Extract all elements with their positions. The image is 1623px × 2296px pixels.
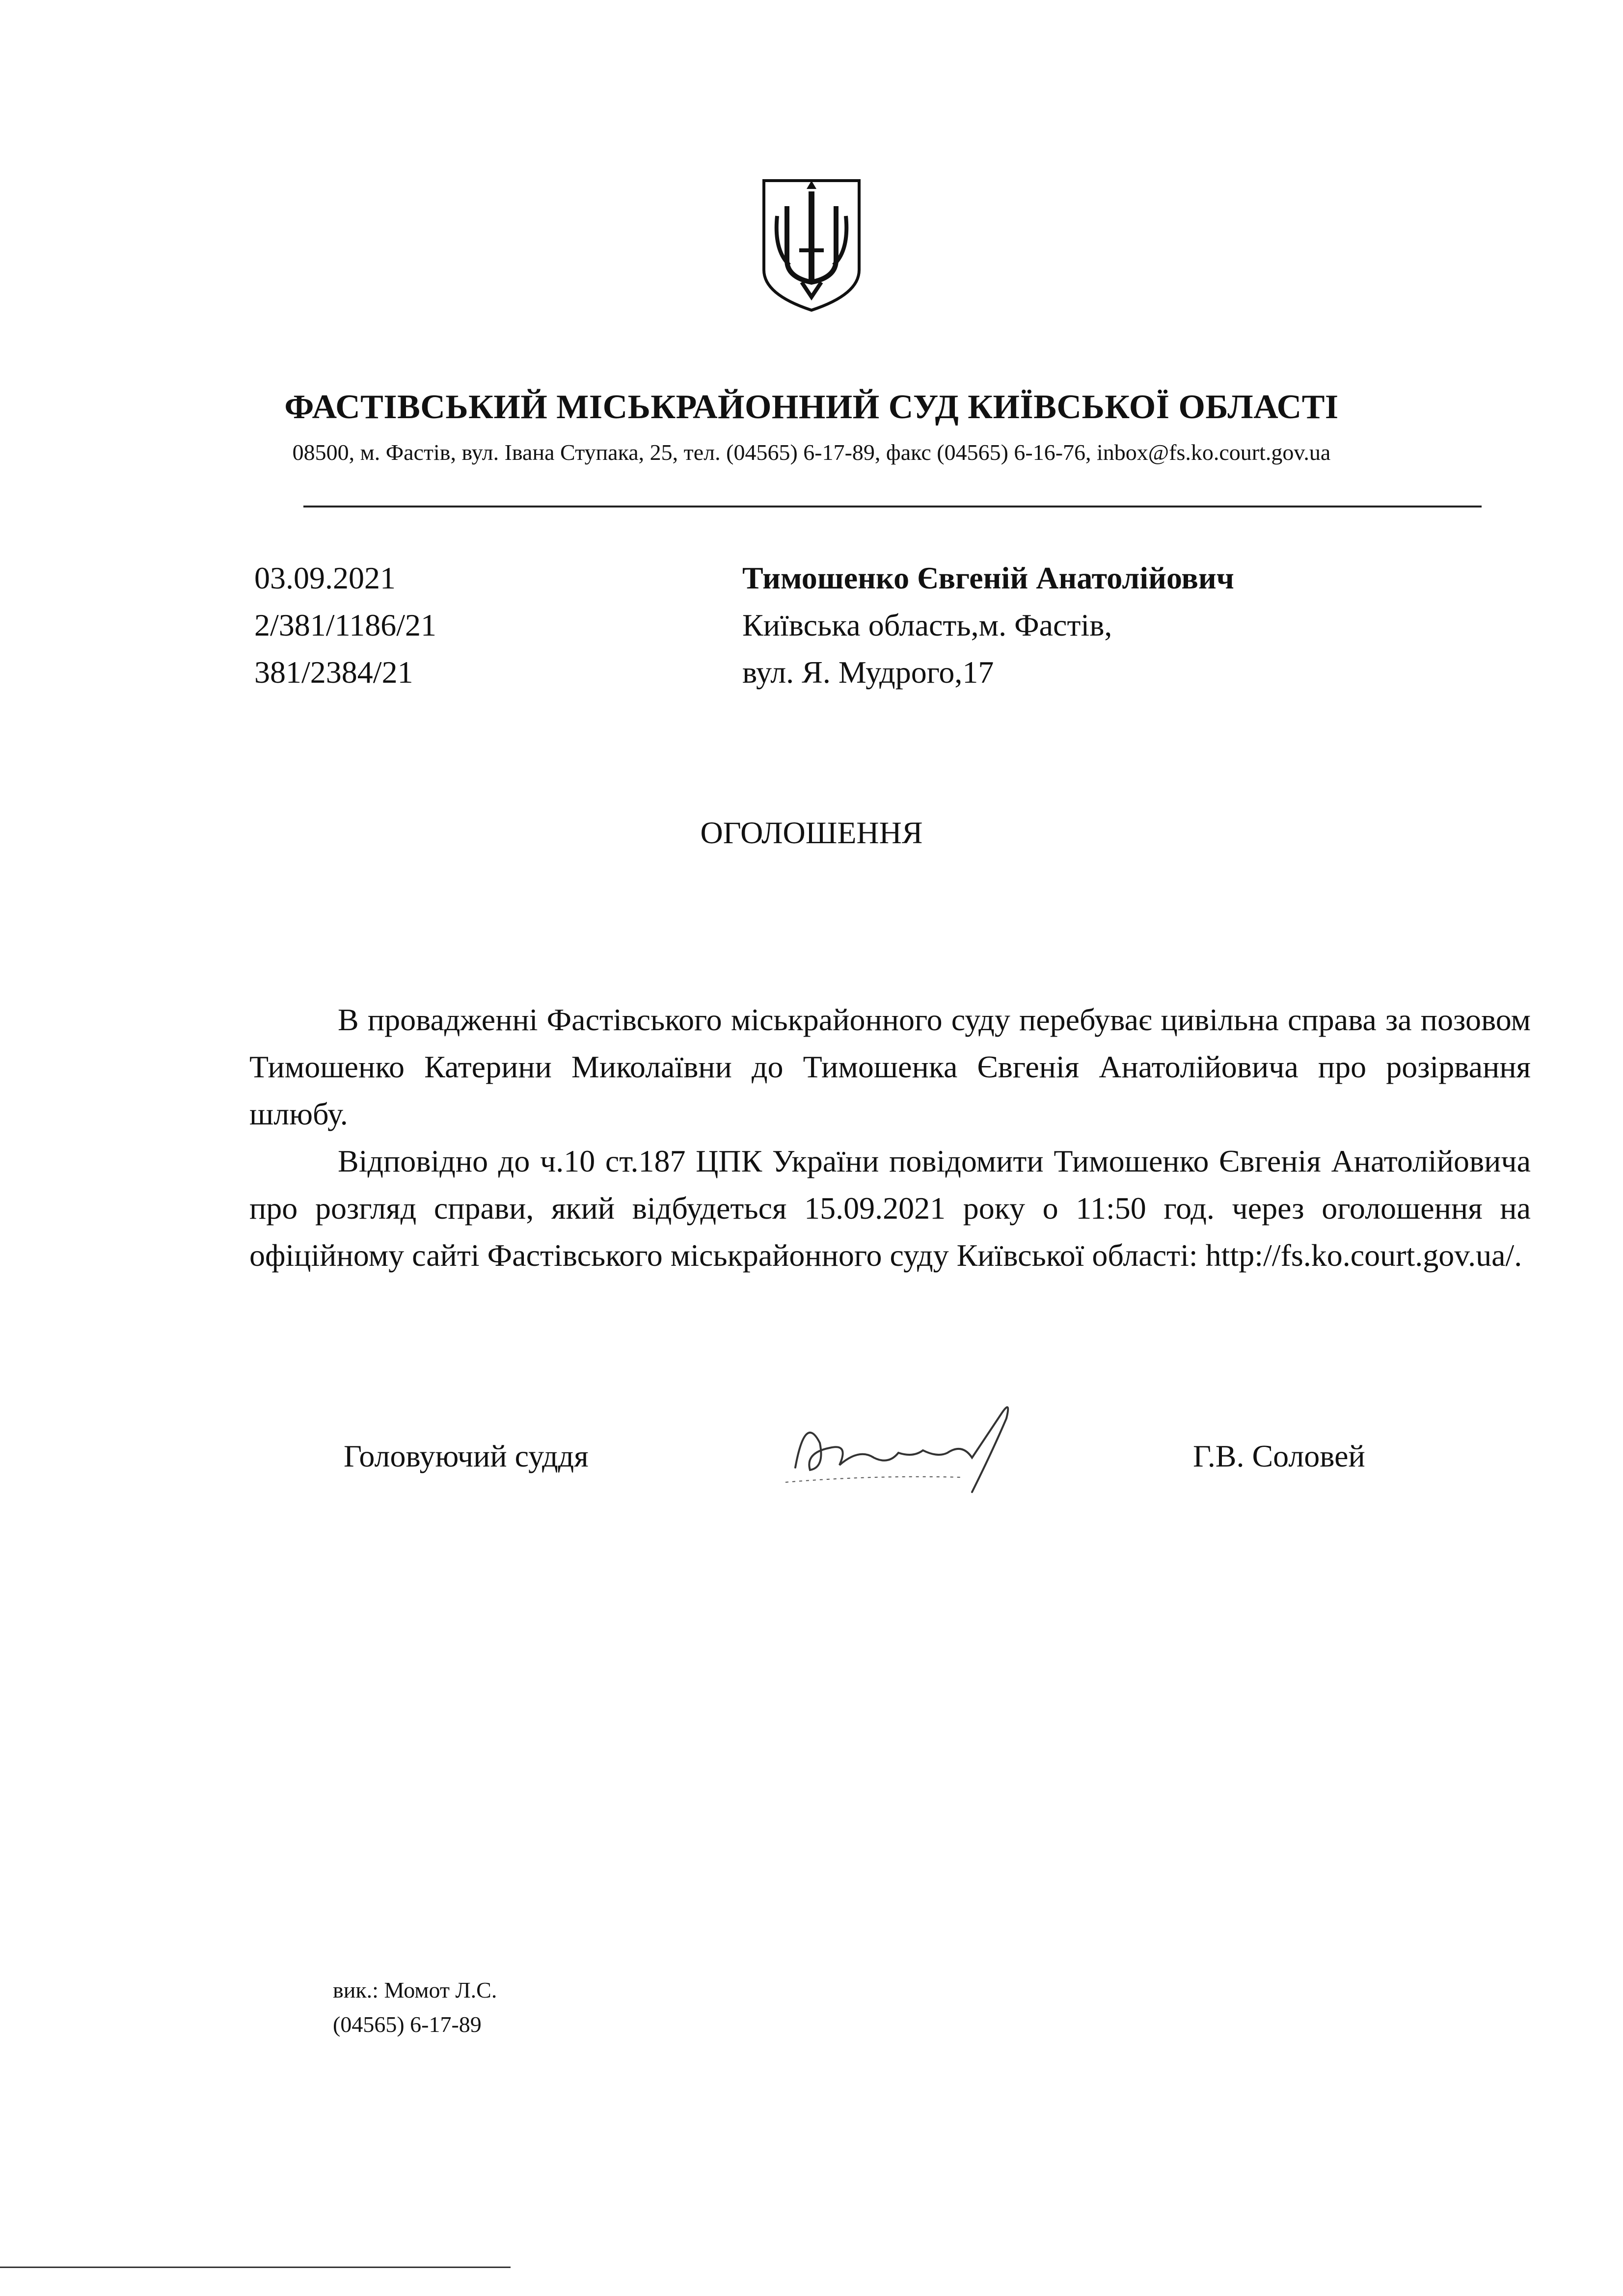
executor-phone: (04565) 6-17-89 — [333, 2012, 482, 2037]
footer-divider — [0, 2267, 511, 2268]
header-divider — [303, 506, 1482, 507]
handwritten-signature — [776, 1384, 1051, 1502]
document-date: 03.09.2021 — [254, 561, 396, 595]
document-title: ОГОЛОШЕННЯ — [700, 815, 923, 850]
signer-role: Головуючий суддя — [344, 1439, 589, 1473]
body-paragraph-2: Відповідно до ч.10 ст.187 ЦПК України повідомити Тимошенко Євгенія Анатолійовича про розгляд справи, який відбудеться 15.09.2021 року о 11:50 год. через оголошення на офіційному сайті Фастівського міськрайонного суду Київської області: http://fs.ko.court.gov.ua/. — [249, 1144, 1531, 1273]
reference-number-1: 2/381/1186/21 — [254, 608, 436, 642]
court-address: 08500, м. Фастів, вул. Івана Ступака, 25, тел. (04565) 6-17-89, факс (04565) 6-16-76, inbox@fs.ko.court.gov.ua — [292, 440, 1331, 465]
executor-name: вик.: Момот Л.С. — [333, 1977, 497, 2002]
trident-coat-of-arms-icon — [760, 177, 863, 314]
recipient-name: Тимошенко Євгеній Анатолійович — [742, 561, 1234, 595]
executor-block — [333, 1973, 497, 2042]
reference-number-2: 381/2384/21 — [254, 655, 413, 690]
document-body — [249, 996, 1531, 1279]
court-name: ФАСТІВСЬКИЙ МІСЬКРАЙОННИЙ СУД КИЇВСЬКОЇ ОБЛАСТІ — [284, 388, 1339, 426]
signer-name: Г.В. Соловей — [1193, 1439, 1365, 1473]
document-meta — [254, 555, 436, 696]
recipient-address-line-1: Київська область,м. Фастів, — [742, 608, 1112, 642]
recipient-address-line-2: вул. Я. Мудрого,17 — [742, 655, 994, 690]
body-paragraph-1: В провадженні Фастівського міськрайонного суду перебуває цивільна справа за позовом Тимошенко Катерини Миколаївни до Тимошенка Євгенія Анатолійовича про розірвання шлюбу. — [249, 1002, 1531, 1131]
recipient-block — [742, 555, 1234, 696]
